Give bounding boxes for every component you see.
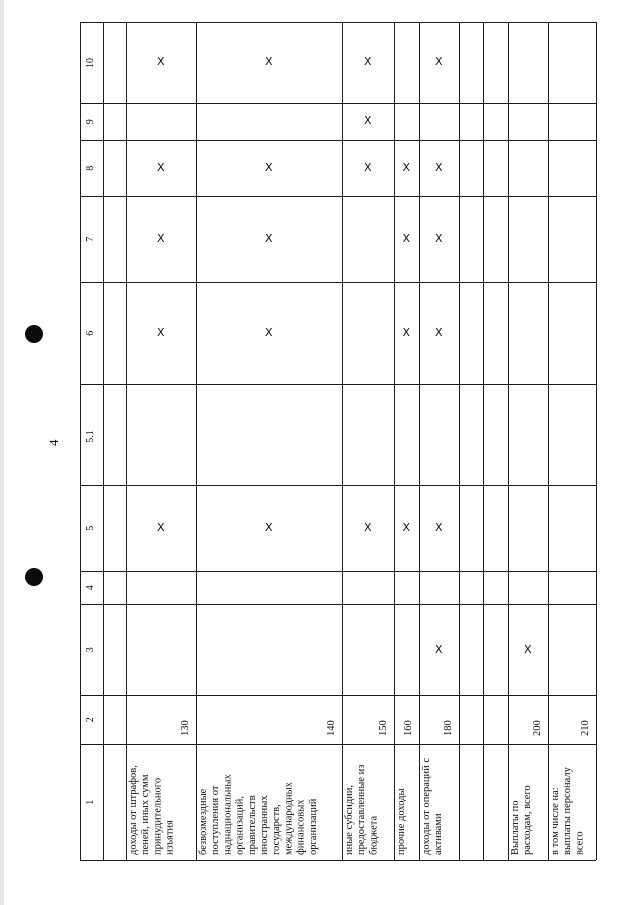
cell-x-mark: X [364, 521, 372, 534]
table-row-border [419, 22, 420, 860]
table-row-border [596, 22, 597, 860]
row-name-line: организаций [307, 798, 319, 855]
cell-x-mark: X [265, 232, 273, 245]
row-name-line: принудительного [152, 777, 164, 855]
row-code: 150 [378, 720, 389, 736]
cell-x-mark: X [435, 643, 443, 656]
row-name-line: правительств [246, 795, 258, 855]
table-column-border [80, 140, 596, 141]
row-name-line: предоставленные из [356, 764, 368, 855]
row-name-line: финансовых [295, 799, 307, 855]
cell-x-mark: X [402, 521, 411, 534]
table-column-border [80, 485, 596, 486]
table-row-border [103, 22, 104, 860]
table-row-border [508, 22, 509, 860]
table-row-border [80, 22, 81, 860]
column-number: 5.1 [85, 430, 96, 443]
table-row-border [548, 22, 549, 860]
cell-x-mark: X [157, 55, 165, 68]
cell-x-mark: X [265, 326, 273, 339]
row-name-line: пеней, иных сумм [140, 774, 152, 855]
cell-x-mark: X [435, 55, 443, 68]
cell-x-mark: X [435, 161, 443, 174]
table-column-border [80, 860, 596, 861]
column-number: 9 [85, 119, 96, 125]
column-number: 4 [85, 585, 96, 591]
table-column-border [80, 744, 596, 745]
table-column-border [80, 196, 596, 197]
row-code: 180 [443, 720, 454, 736]
table-column-border [80, 103, 596, 104]
column-number: 8 [85, 165, 96, 171]
row-name-line: прочие доходы [396, 788, 407, 855]
cell-x-mark: X [157, 161, 165, 174]
column-number: 7 [85, 236, 96, 242]
row-name-line: бюджета [368, 815, 380, 855]
row-name-line: государств, [271, 804, 283, 855]
cell-x-mark: X [435, 326, 443, 339]
cell-x-mark: X [265, 521, 273, 534]
column-number: 5 [85, 525, 96, 531]
column-number: 1 [85, 799, 96, 805]
row-code: 160 [403, 720, 414, 736]
table-row-border [196, 22, 197, 860]
row-name-line: иные субсидии, [344, 784, 355, 855]
page-number: 4 [46, 439, 61, 446]
table-row-border [342, 22, 343, 860]
cell-x-mark: X [402, 232, 411, 245]
row-name-line: активами [433, 813, 445, 855]
table-column-border [80, 22, 596, 23]
cell-x-mark: X [435, 232, 443, 245]
cell-x-mark: X [364, 161, 372, 174]
column-number: 2 [85, 717, 96, 723]
row-code: 200 [532, 720, 543, 736]
table-row-border [394, 22, 395, 860]
table-column-border [80, 695, 596, 696]
cell-x-mark: X [402, 326, 411, 339]
row-name-line: Выплаты по [510, 800, 521, 855]
column-number: 6 [85, 330, 96, 336]
row-name-line: поступления от [210, 785, 222, 855]
row-name-line: безвозмездные [198, 788, 209, 855]
row-code: 130 [180, 720, 191, 736]
table-column-border [80, 384, 596, 385]
row-name-line: доходы от операций с [421, 757, 432, 855]
row-name-line: изъятия [164, 820, 176, 855]
row-code: 210 [580, 720, 591, 736]
row-name-line: в том числе на: [550, 787, 561, 855]
column-number: 10 [85, 58, 96, 68]
cell-x-mark: X [402, 161, 411, 174]
row-name-line: всего [574, 831, 586, 855]
table-row-border [483, 22, 484, 860]
table-row-border [126, 22, 127, 860]
column-number: 3 [85, 647, 96, 653]
cell-x-mark: X [265, 161, 273, 174]
cell-x-mark: X [157, 326, 165, 339]
table-row-border [459, 22, 460, 860]
row-name-line: иностранных [259, 795, 270, 855]
cell-x-mark: X [265, 55, 273, 68]
cell-x-mark: X [157, 521, 165, 534]
row-name-line: выплаты персоналу [562, 767, 574, 855]
cell-x-mark: X [157, 232, 165, 245]
row-name-line: организаций, [234, 796, 246, 855]
table-column-border [80, 604, 596, 605]
row-code: 140 [326, 720, 337, 736]
table-column-border [80, 282, 596, 283]
cell-x-mark: X [435, 521, 443, 534]
row-name-line: международных [283, 782, 295, 855]
cell-x-mark: X [364, 55, 372, 68]
row-name-line: наднациональных [222, 774, 234, 855]
table-column-border [80, 571, 596, 572]
cell-x-mark: X [524, 643, 532, 656]
row-name-line: расходам, всего [522, 785, 534, 855]
cell-x-mark: X [364, 114, 372, 127]
row-name-line: доходы от штрафов, [128, 765, 139, 855]
